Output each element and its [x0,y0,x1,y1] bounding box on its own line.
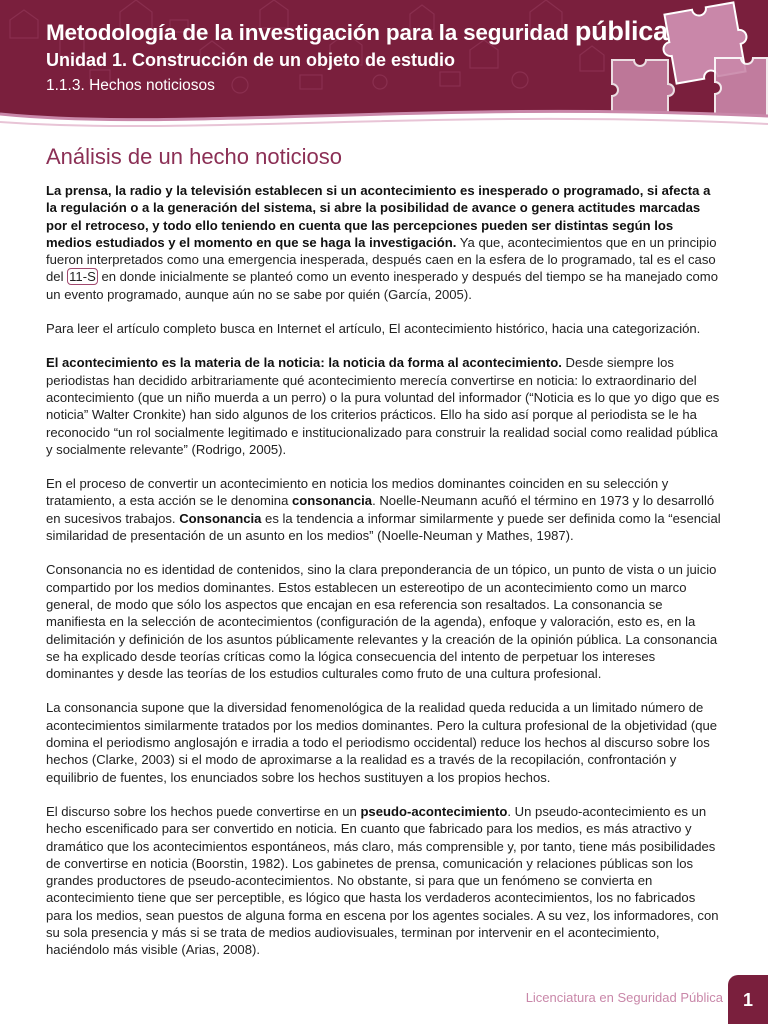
page-title: Análisis de un hecho noticioso [46,144,342,169]
page-number: 1 [728,975,768,1024]
course-title-emphasis: pública [574,16,668,46]
paragraph-5: Consonancia no es identidad de contenidos, sino la clara preponderancia de un tópico, un punto de vista o un juicio compartido por los medios dominantes. Estos establecen un estereotipo de un acontecimiento como un marco general, de modo que sólo los aspectos que encajan en esa referencia son resaltados. La consonancia se manifiesta en la selección de acontecimientos (configuración de la agenda), enfoque y valoración, esto es, en la delimitación y definición de los asuntos públicamente relevantes y la creación de la opinión pública. La consonancia se ha explicado desde teorías críticas como la lógica consecuencia del intento de perpetuar los intereses dominantes y desde las teorías de los estudios culturales como fruto de una cultura profesional. [46,562,718,682]
paragraph-4: En el proceso de convertir un acontecimiento en noticia los medios dominantes coinciden en su selección y tratamiento, a esta acción se le denomina consonancia. Noelle-Neumann acuñó el término en 1973 y lo desarrolló en sucesivos trabajos. Consonancia es la tendencia a informar similarmente y puede ser definida como la “esencial similaridad de presentación de un asunto en los medios” (Noelle-Neuman y Mathes, 1987). [46,476,721,544]
page-header [0,0,768,128]
footer-program: Licenciatura en Seguridad Pública [525,990,723,1005]
paragraph-2: Para leer el artículo completo busca en Internet el artículo, El acontecimiento histórico, hacia una categorización. [46,321,701,337]
paragraph-3: El acontecimiento es la materia de la noticia: la noticia da forma al acontecimiento. Desde siempre los periodistas han decidido arbitrariamente qué acontecimiento merecía convertirse en noticia: lo extraordinario del acontecimiento (que un niño muerda a un perro) o la pura voluntad del informador (“Noticia es lo que yo digo que es noticia” Walter Cronkite) han sido algunos de los criterios prácticos. Ello ha sido así porque al periodista se le ha reconocido “un rol socialmente legitimado e institucionalizado para construir la realidad social como realidad pública y socialmente relevante” (Rodrigo, 2005). [46,355,720,457]
body-text [46,182,722,976]
paragraph-6: La consonancia supone que la diversidad fenomenológica de la realidad queda reducida a un limitado número de acontecimientos similarmente tratados por los medios dominantes. Pero la cultura profesional de la objetividad (que domina el periodismo anglosajón e irradia a todo el periodismo occidental) reduce los hechos al discurso sobre los hechos (Clarke, 2003) si el modo de aproximarse a la realidad es a través de la recopilación, confrontación y equilibrio de fuentes, los enunciados sobre los hechos sustituyen a los propios hechos. [46,700,718,785]
highlight-11s: 11-S [69,269,96,285]
course-title: Metodología de la investigación para la seguridad pública [46,16,668,46]
unit-title: Unidad 1. Construcción de un objeto de estudio [46,50,456,70]
paragraph-1: La prensa, la radio y la televisión establecen si un acontecimiento es inesperado o programado, si afecta a la regulación o a la generación del sistema, si abre la posibilidad de avance o genera actitudes marcadas por el retroceso, y todo ello teniendo en cuenta que las percepciones pueden ser distintas según los medios estudiados y el momento en que se haga la investigación. Ya que, acontecimientos que en un principio fueron interpretados como una emergencia inesperada, después caen en la esfera de lo programado, tal es el caso del 11-S en donde inicialmente se planteó como un evento inesperado y después del tiempo se ha manejado como un evento programado, aunque aún no se sabe por quién (García, 2005). [46,183,718,302]
section-title: 1.1.3. Hechos noticiosos [46,77,215,94]
header-wave [0,96,768,128]
paragraph-7: El discurso sobre los hechos puede convertirse en un pseudo-acontecimiento. Un pseudo-acontecimiento es un hecho escenificado para ser convertido en noticia. En cuanto que fabricado para los medios, es más atractivo y dramático que los acontecimientos espontáneos, más claro, más comprensible y, por tanto, tiene más posibilidades de convertirse en noticia (Boorstin, 1982). Los gabinetes de prensa, comunicación y relaciones públicas son los grandes productores de pseudo-acontecimientos. No obstante, si para que un fenómeno se convierta en acontecimiento tiene que ser perceptible, es lógico que hasta los verdaderos acontecimientos, los no fabricados para los medios, sean puestos de alguna forma en escena por los agentes sociales. A su vez, los informadores, con su sola presencia y más si se trata de medios audiovisuales, terminan por intervenir en el acontecimiento, haciéndolo más visible (Arias, 2008). [46,803,719,958]
